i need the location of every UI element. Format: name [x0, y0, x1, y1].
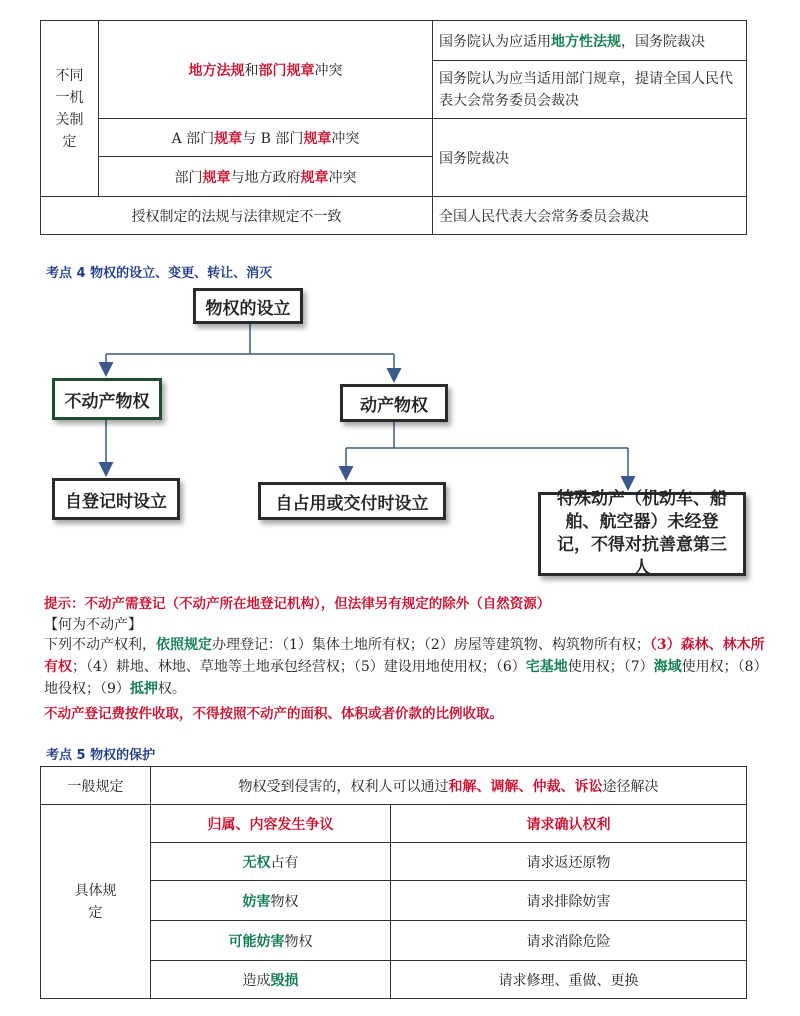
row2-hl2: 规章 — [303, 130, 332, 147]
row1-post: 占有 — [270, 854, 299, 871]
row3-pre: 部门 — [174, 169, 203, 186]
p1-i: 使用权；（8）地役权；（9） — [44, 659, 768, 697]
table-row — [391, 843, 747, 881]
row0-right: 请求确认权利 — [526, 816, 611, 833]
flow-right-label: 动产物权 — [360, 395, 428, 416]
flow-mid-result-label: 自占用或交付时设立 — [275, 493, 429, 514]
general-post: 途径解决 — [602, 778, 659, 795]
protection-table — [40, 766, 747, 999]
row1-hl: 无权 — [242, 854, 271, 871]
table-row — [151, 961, 391, 999]
row3-post: 冲突 — [328, 169, 357, 186]
row2-mid: 与 B 部门 — [242, 130, 304, 147]
text-conflict: 冲突 — [314, 62, 343, 79]
p1-g: 使用权；（7） — [567, 659, 654, 675]
flow-box-special — [538, 489, 746, 578]
table-row — [151, 805, 391, 843]
flow-left-result-label: 自登记时设立 — [65, 491, 167, 512]
flow-special-label: 特殊动产（机动车、船舶、航空器）未经登记，不得对抗善意第三人 — [557, 489, 727, 578]
row2-pre: A 部门 — [171, 130, 215, 147]
row3-hl1: 规章 — [202, 169, 231, 186]
flow-box-movable — [340, 384, 448, 422]
p1-forest: （3）森林、林木所有权 — [44, 637, 765, 675]
row3-mid: 与地方政府 — [230, 169, 301, 186]
row2-right: 请求排除妨害 — [526, 893, 611, 910]
p1-mortgage: 抵押 — [129, 681, 158, 697]
flow-left-label: 不动产物权 — [64, 391, 150, 412]
text-and: 和 — [244, 62, 259, 79]
row2-post: 物权 — [270, 893, 299, 910]
specific-label: 具体规定 — [74, 882, 117, 921]
p1-sea-area: 海域 — [653, 659, 682, 675]
result-b-text: 国务院认为应当适用部门规章，提请全国人民代表大会常务委员会裁决 — [439, 70, 733, 109]
hint-text: 提示：不动产需登记（不动产所在地登记机构），但法律另有规定的除外（自然资源） — [44, 596, 551, 612]
general-content-cell — [151, 767, 747, 805]
section5-title: 考点 5 物权的保护 — [46, 748, 156, 763]
p1-c: 办理登记：（1）集体土地所有权；（2）房屋等建筑物、构筑物所有权； — [212, 637, 650, 653]
row4-hl: 毁损 — [270, 972, 299, 989]
row4-pre: 造成 — [242, 972, 271, 989]
row4-right: 请求修理、重做、更换 — [498, 972, 639, 989]
table-row — [391, 805, 747, 843]
row23-result-text: 国务院裁决 — [439, 150, 509, 167]
p1-homestead: 宅基地 — [525, 659, 568, 675]
table-row — [151, 881, 391, 921]
row4-right-text: 全国人民代表大会常务委员会裁决 — [439, 208, 649, 225]
row0-left: 归属、内容发生争议 — [207, 816, 334, 833]
table-row — [391, 881, 747, 921]
what-is-immovable-title: 【何为不动产】 — [44, 617, 142, 633]
flow-top-label: 物权的设立 — [205, 298, 291, 319]
general-pre: 物权受到侵害的，权利人可以通过 — [238, 778, 449, 795]
row3-hl: 可能妨害 — [228, 933, 285, 950]
hl-local-law: 地方性法规 — [551, 33, 621, 50]
row2-hl1: 规章 — [214, 130, 243, 147]
side-label: 不同一机关制定 — [55, 67, 84, 150]
p1-e: ；（4）耕地、林地、草地等土地承包经营权；（5）建设用地使用权；（6） — [72, 659, 526, 675]
row2-post: 冲突 — [331, 130, 360, 147]
row3-right: 请求消除危险 — [526, 933, 611, 950]
row2-hl: 妨害 — [242, 893, 271, 910]
flow-box-top — [193, 288, 303, 324]
hl-department-rules: 部门规章 — [258, 62, 315, 79]
section4-title: 考点 4 物权的设立、变更、转让、消灭 — [46, 266, 273, 281]
flow-box-registration — [52, 478, 180, 520]
table-row — [151, 843, 391, 881]
fee-note: 不动产登记费按件收取，不得按照不动产的面积、体积或者价款的比例收取。 — [44, 706, 503, 722]
specific-label-cell — [41, 805, 151, 999]
row4-left-text: 授权制定的法规与法律规定不一致 — [131, 208, 342, 225]
flow-box-immovable — [52, 378, 162, 420]
table-row — [151, 921, 391, 961]
flow-box-possession — [258, 482, 446, 520]
row1-right: 请求返还原物 — [526, 854, 611, 871]
p1-a: 下列不动产权利， — [44, 637, 156, 653]
result-a-pre: 国务院认为应适用 — [439, 33, 551, 50]
general-label: 一般规定 — [67, 778, 124, 795]
p1-according: 依照规定 — [156, 637, 212, 653]
table-row — [391, 961, 747, 999]
table-row — [391, 921, 747, 961]
general-methods: 和解、调解、仲裁、诉讼 — [448, 778, 603, 795]
row3-post: 物权 — [284, 933, 313, 950]
result-a-post: ，国务院裁决 — [621, 33, 705, 50]
hl-local-regulation: 地方法规 — [188, 62, 245, 79]
immovable-list-paragraph — [44, 634, 774, 700]
general-label-cell — [41, 767, 151, 805]
p1-k: 权。 — [157, 681, 186, 697]
row3-hl2: 规章 — [300, 169, 329, 186]
